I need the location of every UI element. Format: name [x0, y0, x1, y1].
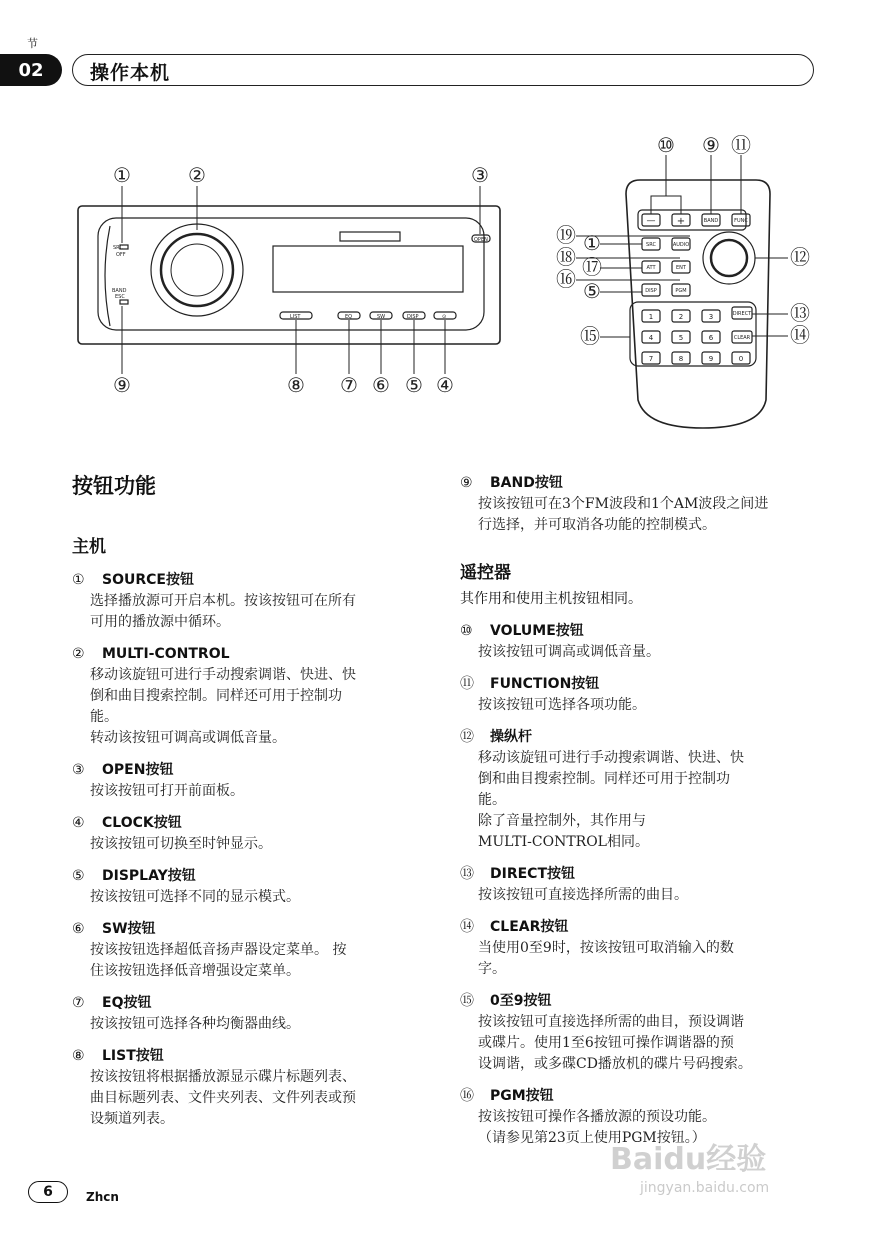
item-heading — [460, 863, 820, 885]
item-number: ⑦ — [72, 995, 85, 1011]
item-heading — [72, 918, 432, 940]
callout-7: ⑦ — [340, 373, 358, 397]
item-number: ⑮ — [460, 993, 474, 1009]
remote-att-label: ATT — [646, 265, 656, 271]
item-description-line: 倒和曲目搜索控制。同样还可用于控制功 — [478, 771, 730, 787]
item-description-line: 住该按钮选择低音增强设定菜单。 — [90, 963, 300, 979]
remote-direct-label: DIRECT — [732, 311, 752, 317]
remote-pgm-label: PGM — [675, 288, 687, 294]
list-item — [460, 620, 820, 663]
callout-6: ⑥ — [372, 373, 390, 397]
remote-key-6: 6 — [708, 334, 714, 342]
item-title: DIRECT按钮 — [490, 866, 575, 882]
callout-2: ② — [188, 163, 206, 187]
remote-callout-10: ⑩ — [657, 133, 675, 157]
item-number: ⑬ — [460, 866, 474, 882]
item-description-line: 行选择，并可取消各功能的控制模式。 — [478, 517, 716, 533]
item-description-line: MULTI-CONTROL相同。 — [478, 834, 649, 850]
item-description-line: 按该按钮可直接选择所需的曲目，预设调谐 — [478, 1014, 744, 1030]
remote-key-4: 4 — [648, 334, 654, 342]
list-item — [72, 812, 432, 855]
list-label: LIST — [290, 314, 301, 320]
band-item-list — [460, 472, 820, 536]
item-number: ⑯ — [460, 1088, 474, 1104]
item-title: 0至9按钮 — [490, 993, 552, 1009]
remote-callout-12: ⑫ — [790, 245, 810, 269]
list-item — [72, 759, 432, 802]
item-description-line: 能。 — [478, 792, 506, 808]
item-description-line: 按该按钮可选择各种均衡器曲线。 — [90, 1016, 300, 1032]
item-title: 操纵杆 — [490, 729, 532, 745]
item-heading — [72, 812, 432, 834]
remote-key-5: 5 — [678, 334, 684, 342]
item-title: FUNCTION按钮 — [490, 676, 600, 692]
remote-callout-1: ① — [583, 231, 601, 255]
list-item — [460, 916, 820, 980]
callout-3: ③ — [471, 163, 489, 187]
chapter-title-bar — [72, 54, 814, 86]
remote-key-8: 8 — [678, 355, 684, 363]
item-description-line: 转动该按钮可调高或调低音量。 — [90, 730, 286, 746]
item-heading — [460, 620, 820, 642]
item-heading — [72, 759, 432, 781]
item-description-line: （请参见第23页上使用PGM按钮。） — [478, 1130, 706, 1146]
remote-plus-label: + — [676, 216, 686, 227]
item-heading — [460, 990, 820, 1012]
item-heading — [460, 1085, 820, 1107]
item-description-line: 按该按钮可选择不同的显示模式。 — [90, 889, 300, 905]
item-title: VOLUME按钮 — [490, 623, 584, 639]
item-number: ⑥ — [72, 921, 85, 937]
item-title: PGM按钮 — [490, 1088, 554, 1104]
item-title: EQ按钮 — [102, 995, 152, 1011]
item-title: CLOCK按钮 — [102, 815, 182, 831]
remote-ent-label: ENT — [676, 265, 686, 271]
item-heading — [460, 916, 820, 938]
item-title: DISPLAY按钮 — [102, 868, 196, 884]
item-heading — [460, 472, 820, 494]
remote-key-7: 7 — [648, 355, 654, 363]
item-number: ④ — [72, 815, 85, 831]
item-number: ⑪ — [460, 676, 474, 692]
remote-minus-label: — — [646, 216, 656, 226]
remote-callout-15: ⑮ — [580, 324, 600, 348]
callout-1: ① — [113, 163, 131, 187]
off-label: OFF — [116, 252, 126, 258]
item-heading — [72, 569, 432, 591]
language-code: Zhcn — [86, 1190, 119, 1204]
list-item — [460, 726, 820, 853]
item-title: BAND按钮 — [490, 475, 563, 491]
page-number: 6 — [28, 1181, 68, 1203]
item-description-line: 选择播放源可开启本机。按该按钮可在所有 — [90, 593, 356, 609]
list-item — [72, 569, 432, 633]
item-heading — [72, 643, 432, 665]
callout-8: ⑧ — [287, 373, 305, 397]
list-item — [72, 643, 432, 749]
item-number: ③ — [72, 762, 85, 778]
item-title: SOURCE按钮 — [102, 572, 194, 588]
list-item — [72, 992, 432, 1035]
main-unit-subtitle: 主机 — [72, 537, 106, 557]
item-number: ⑧ — [72, 1048, 85, 1064]
remote-func-label: FUNC — [734, 218, 748, 224]
item-title: MULTI-CONTROL — [102, 646, 230, 662]
item-description-line: 按该按钮可打开前面板。 — [90, 783, 244, 799]
item-description-line: 按该按钮可选择各项功能。 — [478, 697, 646, 713]
item-title: SW按钮 — [102, 921, 156, 937]
item-description-line: 按该按钮将根据播放源显示碟片标题列表、 — [90, 1069, 356, 1085]
item-number: ⑨ — [460, 475, 473, 491]
left-column — [72, 470, 432, 1140]
callout-9: ⑨ — [113, 373, 131, 397]
item-description-line: 当使用0至9时，按该按钮可取消输入的数 — [478, 940, 734, 956]
item-title: CLEAR按钮 — [490, 919, 569, 935]
remote-band-label: BAND — [703, 218, 719, 224]
main-unit-item-list — [72, 569, 432, 1130]
item-heading — [460, 673, 820, 695]
item-description-line: 按该按钮可调高或调低音量。 — [478, 644, 660, 660]
item-number: ⑩ — [460, 623, 473, 639]
section-title: 按钮功能 — [72, 474, 156, 498]
disp-label: DISP — [407, 314, 419, 320]
open-label: OPEN — [474, 237, 488, 243]
item-description-line: 按该按钮可切换至时钟显示。 — [90, 836, 272, 852]
item-description-line: 按该按钮选择超低音扬声器设定菜单。 按 — [90, 942, 347, 958]
band-label: BAND — [112, 288, 127, 294]
remote-callout-11: ⑪ — [731, 133, 751, 157]
list-item — [460, 990, 820, 1075]
list-item — [72, 865, 432, 908]
remote-src-label: SRC — [646, 242, 656, 248]
remote-key-2: 2 — [678, 313, 684, 321]
item-description-line: 按该按钮可在3个FM波段和1个AM波段之间进 — [478, 496, 769, 512]
item-description-line: 除了音量控制外，其作用与 — [478, 813, 646, 829]
remote-clear-label: CLEAR — [733, 335, 751, 341]
remote-disp-label: DISP — [645, 288, 657, 294]
remote-key-9: 9 — [708, 355, 714, 363]
item-number: ⑫ — [460, 729, 474, 745]
remote-subtitle: 遥控器 — [460, 563, 511, 583]
list-item — [72, 1045, 432, 1130]
right-column — [460, 472, 820, 1159]
eq-label: EQ — [345, 314, 353, 320]
remote-key-0: 0 — [738, 355, 744, 363]
list-item — [460, 472, 820, 536]
product-diagram — [60, 130, 820, 440]
item-description-line: 按该按钮可直接选择所需的曲目。 — [478, 887, 688, 903]
item-number: ⑤ — [72, 868, 85, 884]
list-item — [460, 673, 820, 716]
callout-5: ⑤ — [405, 373, 423, 397]
item-description-line: 设调谐，或多碟CD播放机的碟片号码搜索。 — [478, 1056, 752, 1072]
item-title: LIST按钮 — [102, 1048, 164, 1064]
item-description-line: 可用的播放源中循环。 — [90, 614, 230, 630]
item-description-line: 曲目标题列表、文件夹列表、文件列表或预 — [90, 1090, 356, 1106]
item-description-line: 能。 — [90, 709, 118, 725]
remote-key-3: 3 — [708, 313, 714, 321]
main-unit-illustration — [78, 206, 500, 344]
remote-intro: 其作用和使用主机按钮相同。 — [460, 591, 642, 607]
item-description-line: 设频道列表。 — [90, 1111, 174, 1127]
item-description-line: 按该按钮可操作各播放源的预设功能。 — [478, 1109, 716, 1125]
remote-callout-9: ⑨ — [702, 133, 720, 157]
src-label: SRC — [113, 245, 123, 251]
remote-key-1: 1 — [648, 313, 654, 321]
remote-callout-19: ⑲ — [556, 223, 576, 247]
remote-callout-16: ⑯ — [556, 267, 576, 291]
chapter-number-badge: 02 — [0, 54, 62, 86]
item-number: ⑭ — [460, 919, 474, 935]
watermark-url: jingyan.baidu.com — [640, 1180, 770, 1196]
remote-callout-14: ⑭ — [790, 323, 810, 347]
item-description-line: 移动该旋钮可进行手动搜索调谐、快进、快 — [90, 667, 356, 683]
chapter-title: 操作本机 — [90, 62, 171, 84]
item-description-line: 倒和曲目搜索控制。同样还可用于控制功 — [90, 688, 342, 704]
watermark-logo: Baidu经验 — [610, 1142, 767, 1177]
item-number: ① — [72, 572, 85, 588]
list-item — [72, 918, 432, 982]
callout-4: ④ — [436, 373, 454, 397]
remote-callout-5: ⑤ — [583, 279, 601, 303]
remote-item-list — [460, 620, 820, 1149]
esc-label: ESC — [115, 294, 125, 300]
item-description-line: 字。 — [478, 961, 506, 977]
remote-callout-17: ⑰ — [582, 255, 602, 279]
clock-label: ⊙ — [442, 314, 447, 320]
item-title: OPEN按钮 — [102, 762, 174, 778]
remote-callout-18: ⑱ — [556, 245, 576, 269]
section-label: 节 — [27, 37, 38, 50]
remote-callout-13: ⑬ — [790, 301, 810, 325]
item-heading — [72, 992, 432, 1014]
list-item — [460, 863, 820, 906]
remote-audio-label: AUDIO — [672, 242, 690, 248]
item-number: ② — [72, 646, 85, 662]
item-heading — [72, 1045, 432, 1067]
item-description-line: 或碟片。使用1至6按钮可操作调谐器的预 — [478, 1035, 734, 1051]
item-heading — [460, 726, 820, 748]
item-heading — [72, 865, 432, 887]
item-description-line: 移动该旋钮可进行手动搜索调谐、快进、快 — [478, 750, 744, 766]
sw-label: SW — [377, 314, 386, 320]
